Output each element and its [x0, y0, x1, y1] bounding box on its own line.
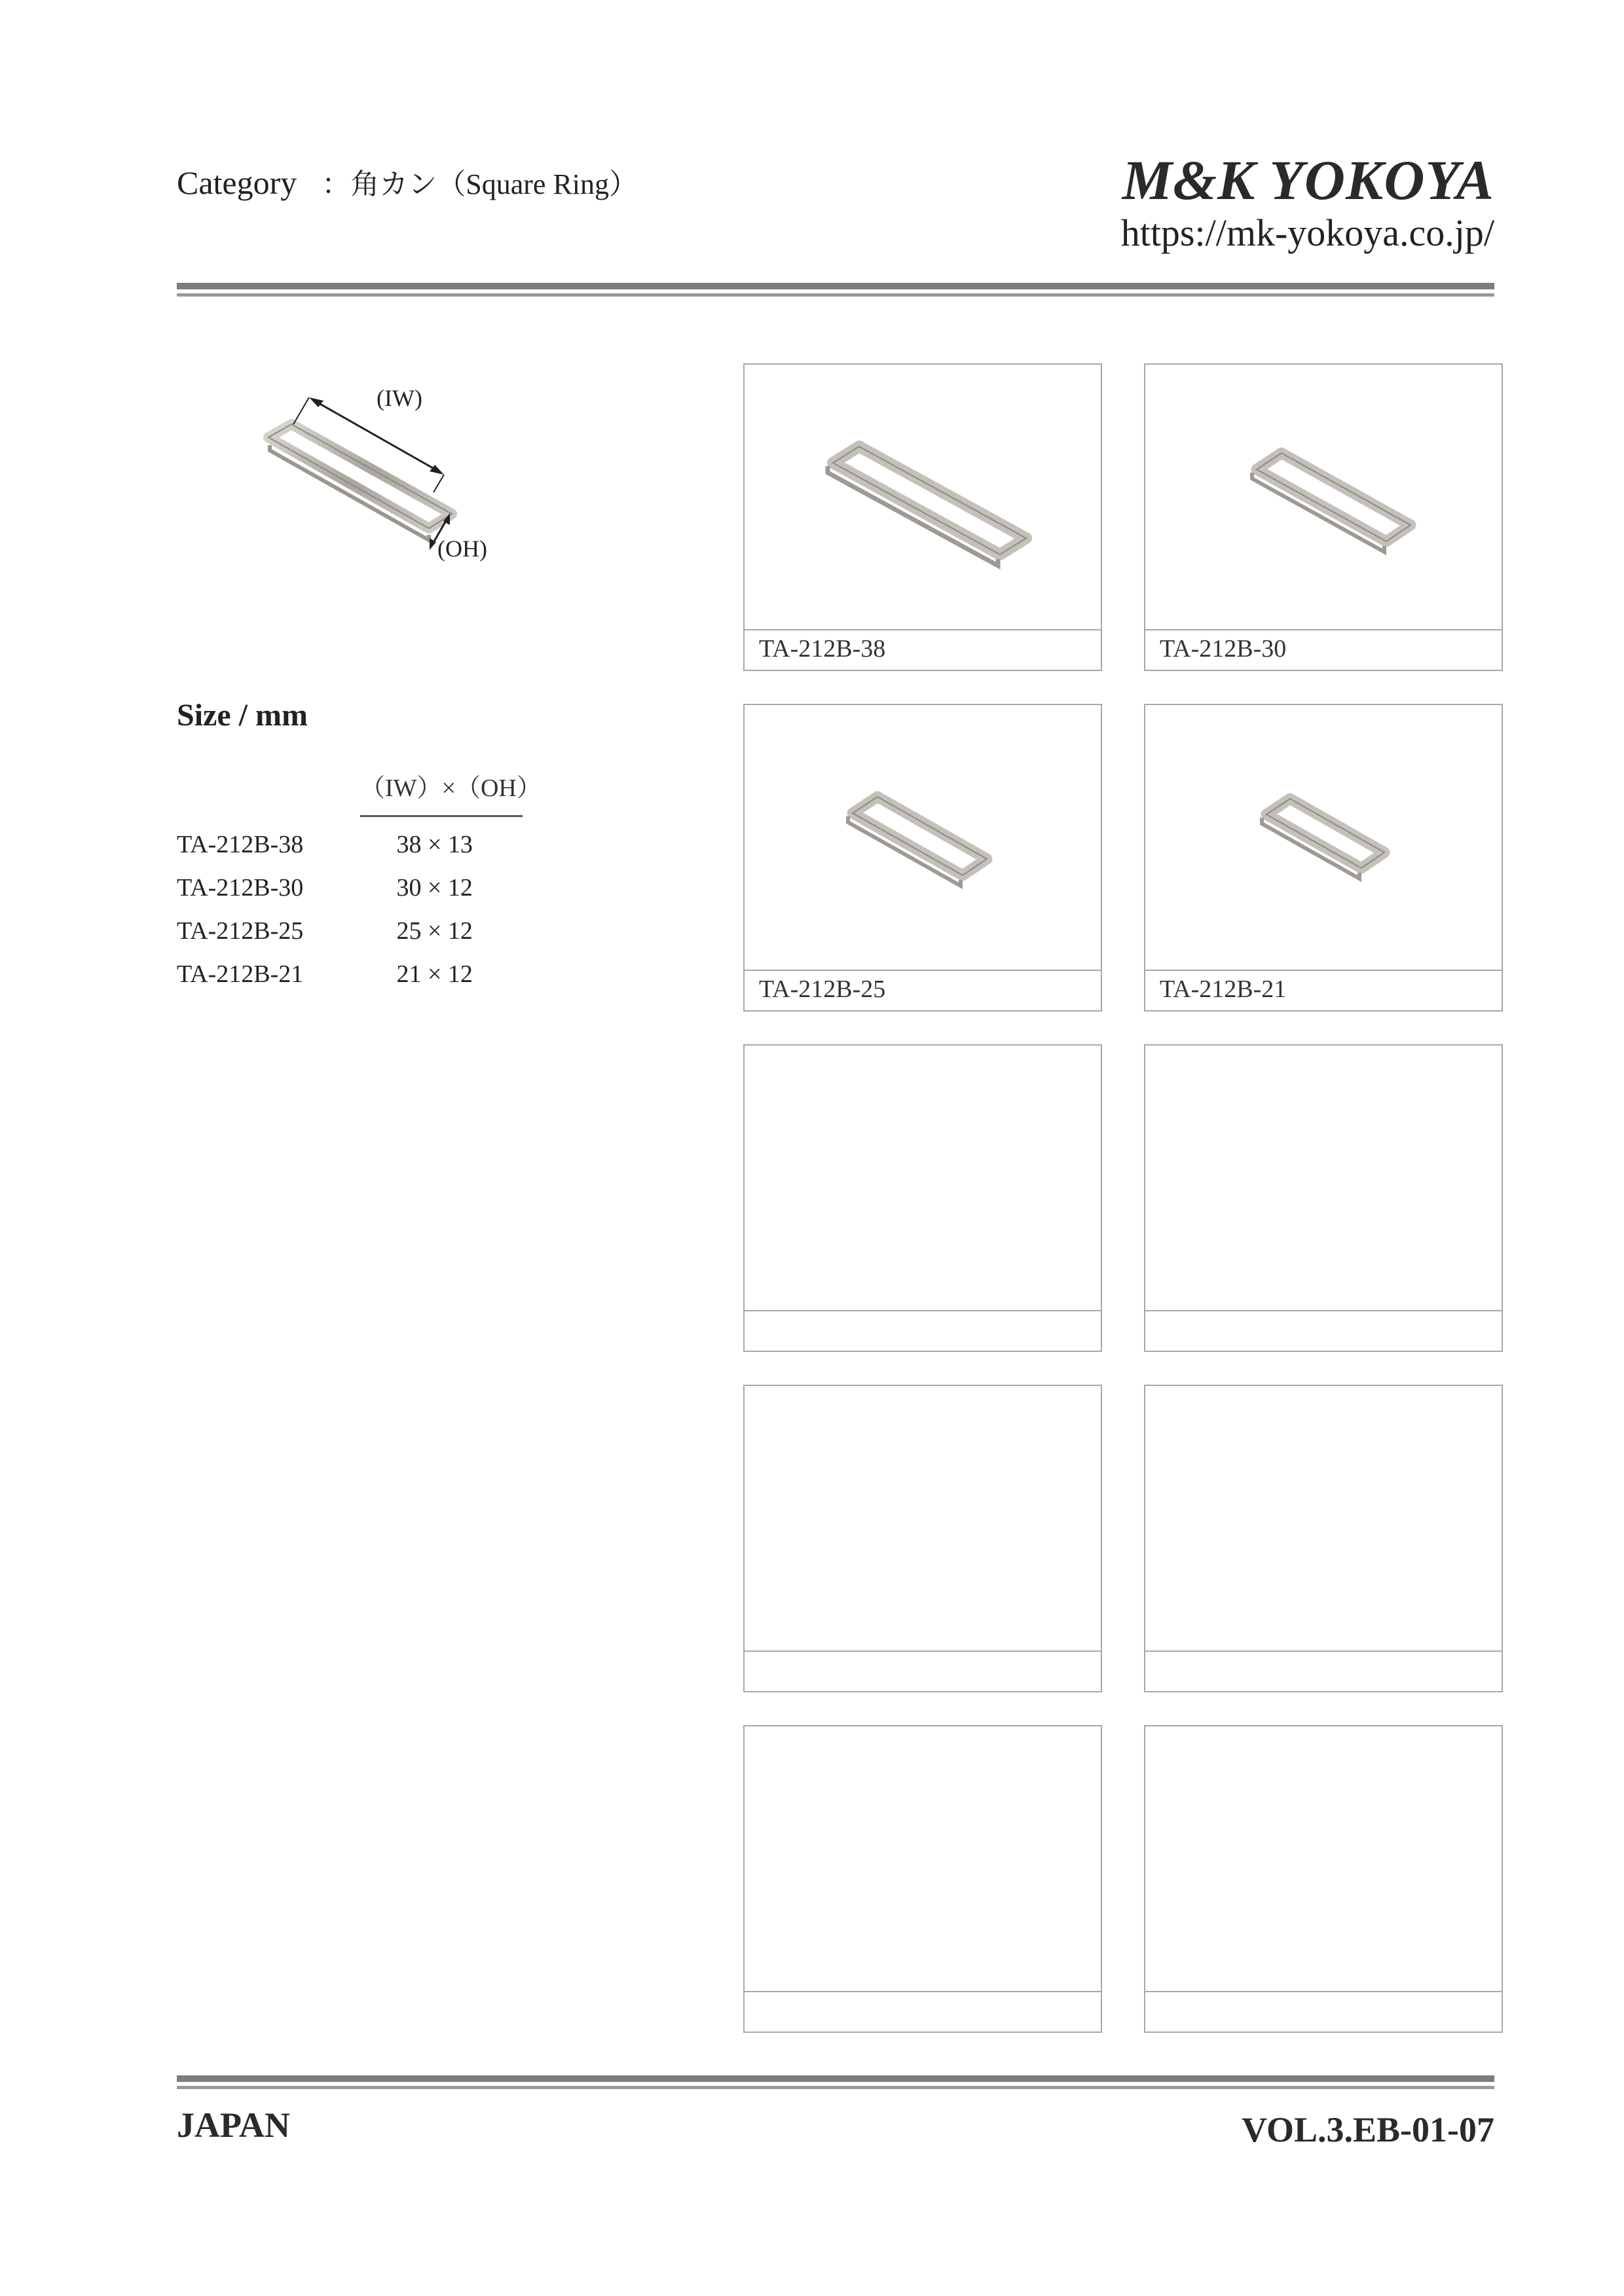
- size-code: TA-212B-21: [177, 960, 304, 988]
- size-title: Size / mm: [177, 698, 308, 733]
- table-row: [177, 960, 473, 989]
- product-card[interactable]: [1144, 1044, 1503, 1352]
- ring-diagram-icon: [236, 367, 576, 583]
- table-row: [177, 917, 473, 945]
- product-code: TA-212B-30: [1160, 635, 1287, 663]
- product-image: [745, 365, 1101, 630]
- product-image: [1145, 365, 1502, 630]
- product-code: TA-212B-38: [759, 635, 886, 663]
- table-row: [177, 873, 473, 902]
- size-dim: 21 × 12: [396, 960, 473, 988]
- category: [177, 160, 638, 202]
- dimension-diagram: [236, 367, 576, 583]
- brand-logo: M&K YOKOYA: [1122, 149, 1494, 211]
- footer-volume: VOL.3.EB-01-07: [1242, 2110, 1494, 2149]
- size-code: TA-212B-30: [177, 874, 304, 902]
- header-divider: [177, 283, 1494, 297]
- product-card[interactable]: [1144, 704, 1503, 1011]
- size-code: TA-212B-25: [177, 917, 304, 945]
- product-card[interactable]: [1144, 1725, 1503, 2033]
- product-image-empty: [1145, 1046, 1502, 1311]
- product-card[interactable]: [743, 704, 1102, 1011]
- product-code: TA-212B-25: [759, 975, 886, 1003]
- size-dim: 38 × 13: [396, 831, 473, 858]
- product-image: [745, 705, 1101, 971]
- category-value: ：角カン（Square Ring）: [322, 168, 638, 200]
- product-image-empty: [745, 1386, 1101, 1652]
- product-image-empty: [745, 1726, 1101, 1992]
- product-image-empty: [745, 1046, 1101, 1311]
- product-card[interactable]: [1144, 1385, 1503, 1692]
- product-code: TA-212B-21: [1160, 975, 1287, 1003]
- product-card[interactable]: [743, 363, 1102, 671]
- oh-label: (OH): [437, 536, 487, 562]
- product-card[interactable]: [743, 1044, 1102, 1352]
- size-table-header: （IW）×（OH）: [360, 767, 523, 817]
- footer-country: JAPAN: [177, 2105, 290, 2145]
- size-dim: 25 × 12: [396, 917, 473, 945]
- website-url[interactable]: https://mk-yokoya.co.jp/: [1120, 211, 1494, 254]
- table-row: [177, 830, 473, 859]
- product-card[interactable]: [743, 1725, 1102, 2033]
- product-image-empty: [1145, 1726, 1502, 1992]
- product-image-empty: [1145, 1386, 1502, 1652]
- category-label: Category: [177, 164, 297, 201]
- iw-label: (IW): [377, 385, 422, 411]
- size-code: TA-212B-38: [177, 831, 304, 858]
- product-image: [1145, 705, 1502, 971]
- footer-divider: [177, 2075, 1494, 2089]
- product-card[interactable]: [743, 1385, 1102, 1692]
- size-dim: 30 × 12: [396, 874, 473, 902]
- product-card[interactable]: [1144, 363, 1503, 671]
